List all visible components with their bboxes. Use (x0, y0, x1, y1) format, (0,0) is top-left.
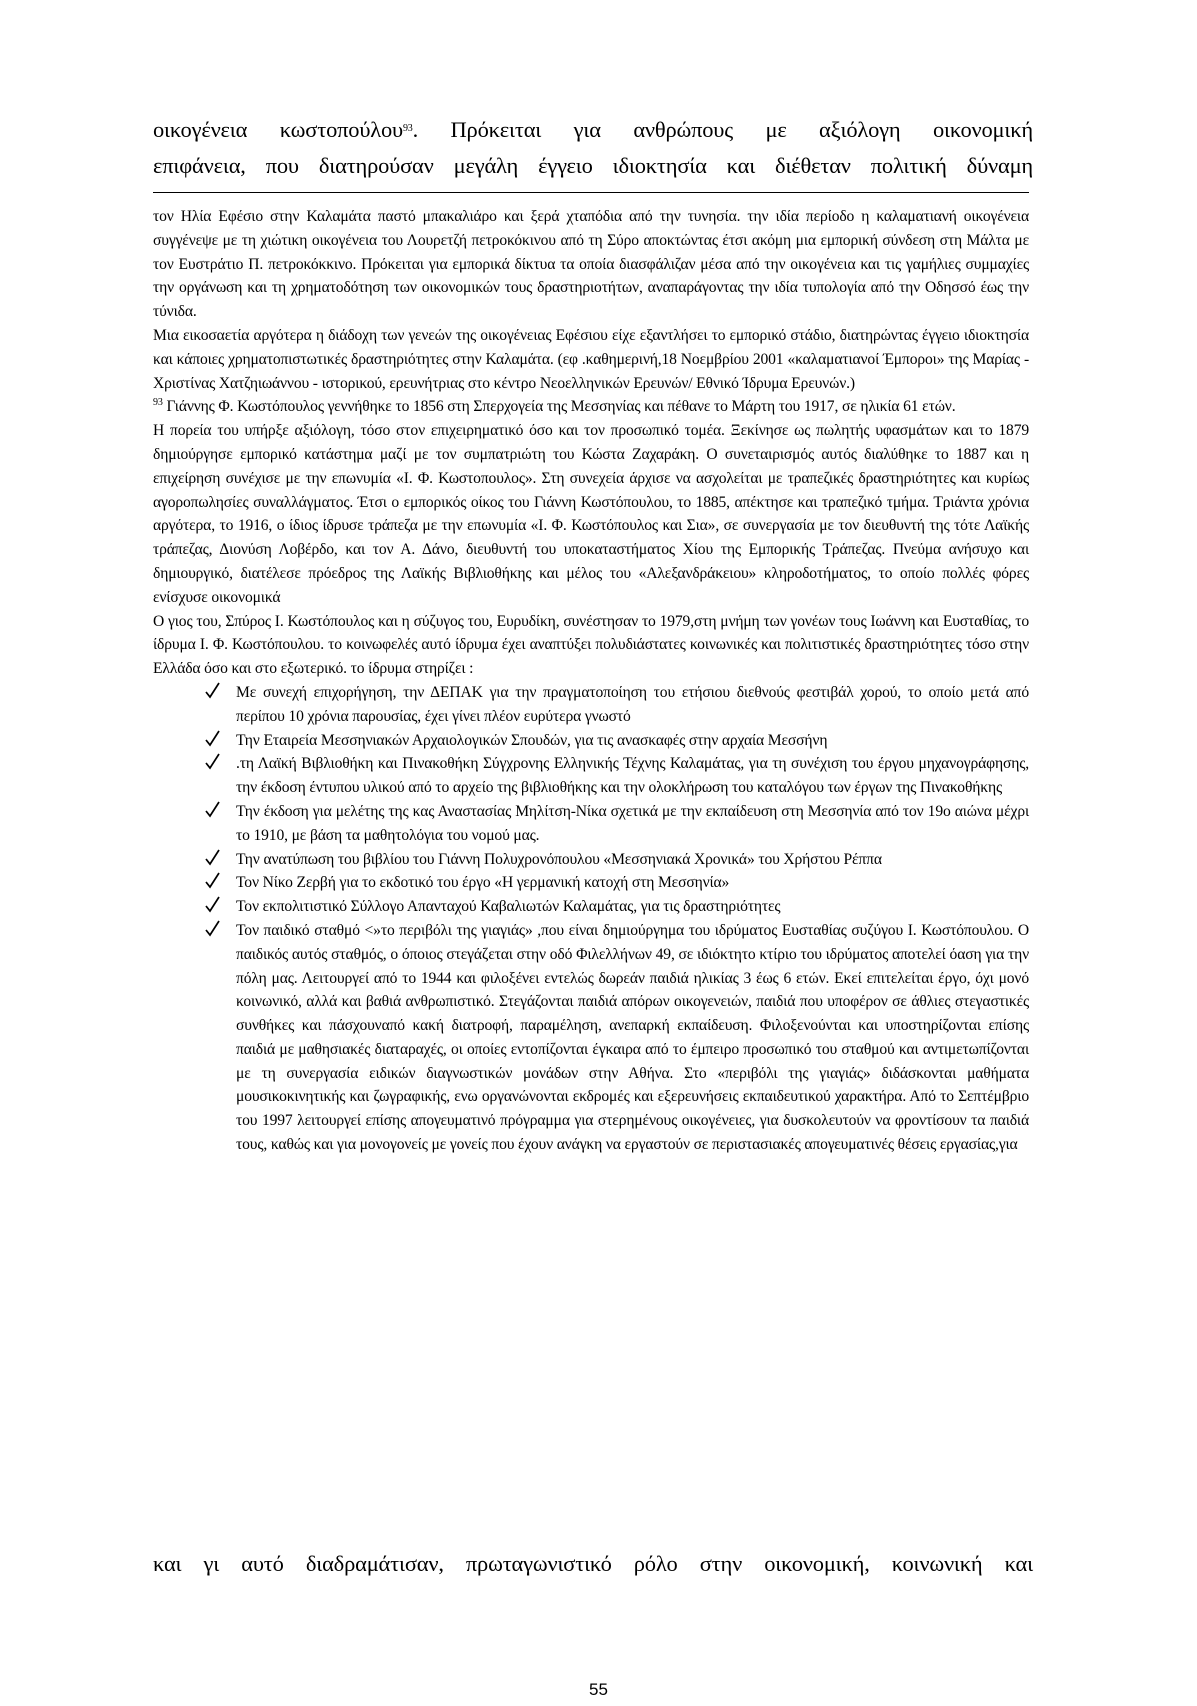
checkmark-icon (205, 849, 220, 866)
checklist-item: .τη Λαϊκή Βιβλιοθήκη και Πινακοθήκη Σύγχρονης Ελληνικής Τέχνης Καλαμάτας, για τη συνέχιση του έργου μηχανογράφησης, την έκδοση έντυπου υλικού από το αρχείο της βιβλιοθήκης και την ολοκλήρωση του καταλόγου των έργων της Πινακοθήκης (153, 752, 1029, 800)
footnote-number: 93 (153, 397, 163, 409)
body-text-top (153, 112, 1033, 184)
checklist-item: Τον Νίκο Ζερβή για το εκδοτικό του έργο «Η γερμανική κατοχή στη Μεσσηνία» (153, 871, 1029, 895)
checklist-item: Την Εταιρεία Μεσσηνιακών Αρχαιολογικών Σπουδών, για τις ανασκαφές στην αρχαία Μεσσήνη (153, 729, 1029, 753)
footnote-paragraph: τον Ηλία Εφέσιο στην Καλαμάτα παστό μπακαλιάρο και ξερά χταπόδια από την τυνησία. την ιδία περίοδο η καλαματιανή οικογένεια συγγένεψε με τη χιώτικη οικογένεια του Λουρετζή πετροκόκινου από τη Σύρο αποκτώντας έτσι ακόμη μια εμπορική σύνδεση στη Μάλτα με τον Ευστράτιο Π. πετροκόκκινο. Πρόκειται για εμπορικά δίκτυα τα οποία διασφάλιζαν μέσα από την οικογένεια και τις γαμήλιες συμμαχίες την οργάνωση και τη χρηματοδότηση των οικονομικών τους δραστηριοτήτων, αναπαράγοντας την ιδία τυπολογία από την Οδησσό έως την τύνιδα. (153, 208, 1029, 321)
checkmark-icon (205, 682, 220, 699)
checklist-item: Με συνεχή επιχορήγηση, την ΔΕΠΑΚ για την πραγματοποίηση του ετήσιου διεθνούς φεστιβάλ χορού, το οποίο μετά από περίπου 10 χρόνια παρουσίας, έχει γίνει πλέον ευρύτερα γνωστό (153, 681, 1029, 729)
checklist-item: Την έκδοση για μελέτης της κας Αναστασίας Μηλίτση-Νίκα σχετικά με την εκπαίδευση στη Μεσσηνία από τον 19ο αιώνα μέχρι το 1910, με βάση τα μαθητολόγια του νομού μας. (153, 800, 1029, 848)
footnote-paragraph: Ο γιος του, Σπύρος Ι. Κωστόπουλος και η σύζυγος του, Ευρυδίκη, συνέστησαν το 1979,στη μνήμη των γονέων τους Ιωάννη και Ευσταθίας, το ίδρυμα Ι. Φ. Κωστόπουλου. το κοινωφελές αυτό ίδρυμα έχει αναπτύξει πολυδιάστατες κοινωνικές και πολιτιστικές δραστηριότητες τόσο στην Ελλάδα όσο και στο εξωτερικό. το ίδρυμα στηρίζει : (153, 612, 1029, 678)
checkmark-icon (205, 872, 220, 889)
checkmark-icon (205, 730, 220, 747)
page-number: 55 (589, 1680, 608, 1699)
footnote-paragraph: Μια εικοσαετία αργότερα η διάδοχη των γενεών της οικογένειας Εφέσιου είχε εξαντλήσει το εμπορικό στάδιο, διατηρώντας έγγειο ιδιοκτησία και κάποιες χρηματοπιστωτικές δραστηριότητες στην Καλαμάτα. (εφ .καθημερινή,18 Νοεμβρίου 2001 «καλαματιανοί Έμποροι» της Μαρίας - Χριστίνας Χατζηιωάννου - ιστορικού, ερευνήτριας στο κέντρο Νεοελληνικών Ερευνών/ Εθνικό Ίδρυμα Ερευνών.) (153, 326, 1029, 392)
checklist-item: Τον εκπολιτιστικό Σύλλογο Απανταχού Καβαλιωτών Καλαμάτας, για τις δραστηριότητες (153, 895, 1029, 919)
checklist-item: Την ανατύπωση του βιβλίου του Γιάννη Πολυχρονόπουλου «Μεσσηνιακά Χρονικά» του Χρήστου Ρέππα (153, 848, 1029, 872)
checklist (153, 681, 1029, 1157)
checkmark-icon (205, 920, 220, 937)
checklist-item: Τον παιδικό σταθμό <»το περιβόλι της γιαγιάς» ,που είναι δημιούργημα του ιδρύματος Ευσταθίας συζύγου Ι. Κωστόπουλου. Ο παιδικός αυτός σταθμός, ο όποιος στεγάζεται στην οδό Φιλελλήνων 49, σε ιδιόκτητο κτίριο του ιδρύματος αποτελεί όαση για την πόλη μας. Λειτουργεί από το 1944 και φιλοξένει εντελώς δωρεάν παιδιά ηλικίας 3 έως 6 ετών. Εκεί επιτελείται έργο, όχι μονό κοινωνικό, αλλά και βαθιά ανθρωπιστικό. Στεγάζονται παιδιά απόρων οικογενειών, παιδιά που υποφέρον σε άθλιες στεγαστικές συνθήκες και πάσχουναπό κακή διατροφή, παραμέληση, ανεπαρκή εκπαίδευση. Φιλοξενούνται και υποστηρίζονται επίσης παιδιά με μαθησιακές διαταραχές, οι οποίες εντοπίζονται έγκαιρα από το έμπειρο προσωπικό του σταθμού και αντιμετωπίζονται με τη συνεργασία ειδικών διαγνωστικών μονάδων στην Αθήνα. Στο «περιβόλι της γιαγιάς» διδάσκονται μαθήματα μουσικοκινητικής και ζωγραφικής, ενω οργανώνονται εκδρομές και εξερευνήσεις εκπαιδευτικού χαρακτήρα. Από το Σεπτέμβριο του 1997 λειτουργεί επίσης απογευματινό πρόγραμμα για στερημένους οικογένειες, για δυσκολευτούν να φροντίσουν τα παιδιά τους, καθώς και για μονογονείς με γονείς που έχουν ανάγκη να εργαστούν σε περιστασιακές απογευματινές θέσεις εργασίας,για (153, 919, 1029, 1157)
footnote-93: $^{93}$ Γιάννης Φ. Κωστόπουλος γεννήθηκε το 1856 στη Σπερχογεία της Μεσσηνίας και πέθανε το Μάρτη του 1917, σε ηλικία 61 ετών. (153, 397, 956, 416)
footnote-paragraph: Η πορεία του υπήρξε αξιόλογη, τόσο στον επιχειρηματικό όσο και τον προσωπικό τομέα. Ξεκίνησε ως πωλητής υφασμάτων και το 1879 δημιούργησε εμπορικό κατάστημα μαζί με τον συμπατριώτη του Κώστα Ζαχαράκη. Ο συνεταιρισμός αυτός διαλύθηκε το 1887 και η επιχείρηση συνέχισε με την επωνυμία «Ι. Φ. Κωστοπουλος». Στη συνεχεία άρχισε να ασχολείται με τραπεζικές δραστηριότητες και κυρίως αγοροπωλησίες συναλλάγματος. Έτσι ο εμπορικός οίκος του Γιάννη Κωστόπουλου, το 1885, απέκτησε και τραπεζικό τμήμα. Τριάντα χρόνια αργότερα, το 1916, ο ίδιος ίδρυσε τράπεζα με την επωνυμία «Ι. Φ. Κωστόπουλος και Σια», σε συνεργασία με τον διευθυντή της τότε Λαϊκής τράπεζας, Διονύση Λοβέρδο, και τον Α. Δάνο, διευθυντή του υποκαταστήματος Χίου της Εμπορικής Τράπεζας. Πνεύμα ανήσυχο και δημιουργικό, διατέλεσε πρόεδρος της Λαϊκής Βιβλιοθήκης και μέλος του «Αλεξανδράκειου» κληροδοτήματος, το οποίο πολλές φόρες ενίσχυσε οικονομικά (153, 422, 1029, 606)
body-line-2: επιφάνεια, που διατηρούσαν μεγάλη έγγειο ιδιοκτησία και διέθεταν πολιτική δύναμη (153, 153, 1033, 178)
body-text-bottom (153, 1546, 1033, 1582)
checkmark-icon (205, 801, 220, 818)
footnote-reference: 93 (402, 123, 413, 134)
body-line-1: οικογένεια κωστοπούλου$^{93}$. Πρόκειται για ανθρώπους με αξιόλογη οικονομική (153, 117, 1033, 142)
checkmark-icon (205, 896, 220, 913)
checkmark-icon (205, 753, 220, 770)
body-last-line: και γι αυτό διαδραμάτισαν, πρωταγωνιστικό ρόλο στην οικονομική, κοινωνική και (153, 1551, 1033, 1576)
footnote-separator (153, 192, 1029, 193)
footnotes (153, 205, 1029, 1157)
